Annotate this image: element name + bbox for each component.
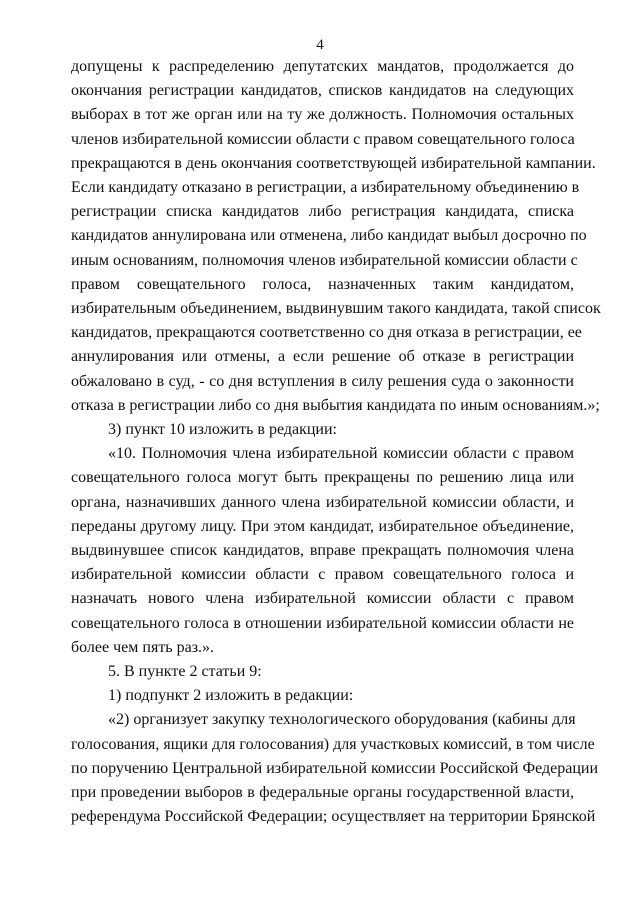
text-line: избирательным объединением, выдвинувшим такого кандидата, такой список (71, 300, 601, 318)
text-line: избирательной комиссии области с правом совещательного голоса и (71, 566, 574, 584)
text-line: совещательного голоса могут быть прекращены по решению лица или (71, 469, 574, 487)
text-line: органа, назначивших данного члена избирательной комиссии области, и (71, 493, 574, 511)
text-line: референдума Российской Федерации; осуществляет на территории Брянской (71, 808, 596, 826)
text-line: переданы другому лицу. При этом кандидат, избирательное объединение, (71, 517, 574, 535)
text-line: прекращаются в день окончания соответствующей избирательной кампании. (71, 154, 596, 172)
text-line: более чем пять раз.». (71, 638, 215, 656)
text-line: допущены к распределению депутатских мандатов, продолжается до (71, 58, 574, 75)
text-line: 1) подпункт 2 изложить в редакции: (108, 687, 354, 705)
text-line: выборах в тот же орган или на ту же должность. Полномочия остальных (71, 106, 574, 124)
text-line: 3) пункт 10 изложить в редакции: (108, 421, 337, 439)
text-line: членов избирательной комиссии области с правом совещательного голоса (71, 130, 575, 148)
text-line: правом совещательного голоса, назначенных таким кандидатом, (71, 275, 574, 293)
text-line: при проведении выборов в федеральные органы государственной власти, (71, 784, 574, 802)
text-line: выдвинувшее список кандидатов, вправе прекращать полномочия члена (71, 542, 574, 560)
text-line: «2) организует закупку технологического оборудования (кабины для (108, 711, 576, 729)
text-line: по поручению Центральной избирательной комиссии Российской Федерации (71, 759, 599, 777)
text-line: иным основаниям, полномочия членов избирательной комиссии области с (71, 251, 578, 269)
text-line: обжаловано в суд, - со дня вступления в силу решения суда о законности (71, 372, 574, 390)
text-line: кандидатов аннулирована или отменена, либо кандидат выбыл досрочно по (71, 227, 587, 245)
text-line: назначать нового члена избирательной комиссии области с правом (71, 590, 574, 608)
text-line: «10. Полномочия члена избирательной комиссии области с правом (108, 445, 574, 463)
text-line: Если кандидату отказано в регистрации, а избирательному объединению в (71, 179, 580, 197)
text-line: голосования, ящики для голосования) для участковых комиссий, в том числе (71, 735, 595, 753)
document-body (71, 55, 601, 830)
text-line: кандидатов, прекращаются соответственно со дня отказа в регистрации, ее (71, 324, 582, 342)
text-line: совещательного голоса в отношении избирательной комиссии области не (71, 614, 574, 632)
text-line: отказа в регистрации либо со дня выбытия кандидата по иным основаниям.»; (71, 396, 600, 414)
text-line: окончания регистрации кандидатов, списков кандидатов на следующих (71, 82, 574, 100)
page-number: 4 (316, 37, 324, 53)
text-line: регистрации списка кандидатов либо регистрация кандидата, списка (71, 203, 574, 221)
text-line: аннулирования или отмены, а если решение об отказе в регистрации (71, 348, 574, 366)
text-line: 5. В пункте 2 статьи 9: (108, 663, 262, 681)
